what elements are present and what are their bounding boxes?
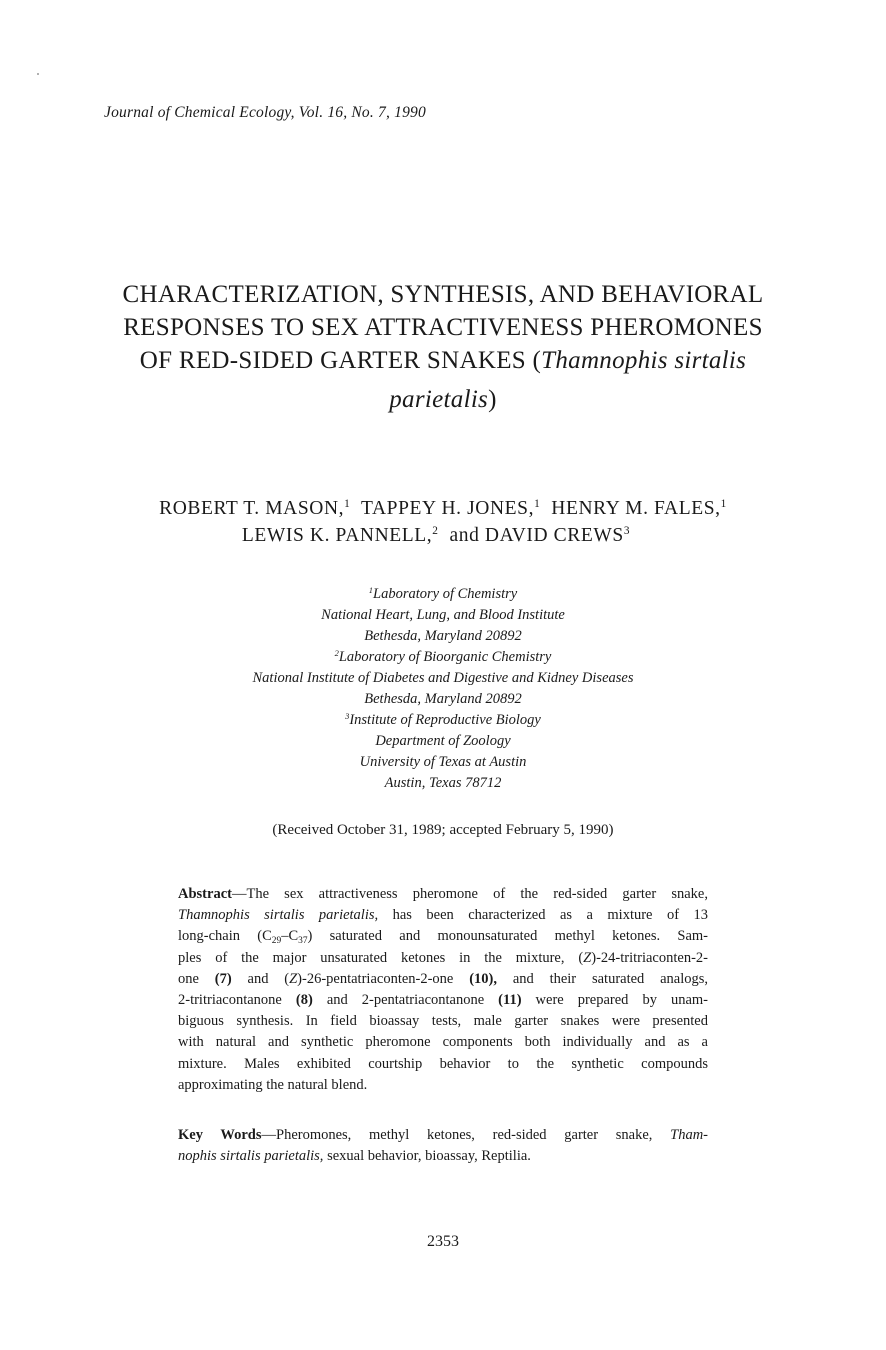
title-line-4 (60, 383, 826, 416)
affiliation-line: Bethesda, Maryland 20892 (364, 628, 522, 644)
title-line-2: RESPONSES TO SEX ATTRACTIVENESS PHEROMONES (123, 314, 763, 341)
scan-speck (37, 73, 39, 75)
authors-line-1 (60, 495, 826, 522)
title-line-1: CHARACTERIZATION, SYNTHESIS, AND BEHAVIORAL (122, 281, 764, 308)
affil-mark: 2 (334, 648, 339, 658)
author-list (60, 495, 826, 549)
received-dates: (Received October 31, 1989; accepted February 5, 1990) (272, 822, 614, 838)
author-name: LEWIS K. PANNELL, (241, 525, 433, 546)
abstract-label: Abstract (178, 886, 232, 902)
author-name: ROBERT T. MASON, (159, 498, 345, 519)
key-words (178, 1125, 708, 1167)
abstract-line: one (7) and (Z)-26-pentatriaconten-2-one (10), and their saturated analogs, (178, 970, 709, 987)
author-affil-mark: 1 (534, 498, 541, 511)
affiliation-line: National Institute of Diabetes and Digestive and Kidney Diseases (252, 670, 634, 686)
abstract-line: ples of the major unsaturated ketones in the mixture, (Z)-24-tritriaconten-2- (178, 949, 708, 966)
keywords-line: nophis sirtalis parietalis, sexual behavior, bioassay, Reptilia. (178, 1148, 531, 1165)
abstract-line: mixture. Males exhibited courtship behavior to the synthetic compounds (178, 1055, 708, 1072)
page-number: 2353 (427, 1233, 459, 1250)
abstract-line: with natural and synthetic pheromone components both individually and as a (178, 1034, 708, 1051)
title-close-paren: ) (488, 386, 497, 413)
title-line-3-plain: OF RED-SIDED GARTER SNAKES ( (139, 347, 542, 374)
affiliations (60, 584, 826, 794)
affiliation-line: University of Texas at Austin (359, 754, 527, 770)
author-affil-mark: 1 (720, 498, 727, 511)
author-name: and DAVID CREWS (449, 525, 624, 546)
abstract-line: 2-tritriacontanone (8) and 2-pentatriacontanone (11) were prepared by unam- (178, 992, 708, 1009)
abstract-line: Thamnophis sirtalis parietalis, has been characterized as a mixture of 13 (178, 907, 708, 924)
affiliation-line: National Heart, Lung, and Blood Institute (321, 607, 565, 623)
abstract-line: Abstract—The sex attractiveness pheromone of the red-sided garter snake, (178, 886, 708, 902)
affiliation-line: $^2$Laboratory of Bioorganic Chemistry (334, 648, 552, 665)
abstract (178, 884, 708, 1096)
title-subspecies-italic: parietalis (389, 386, 489, 413)
author-affil-mark: 1 (344, 498, 351, 511)
journal-citation: Journal of Chemical Ecology, Vol. 16, No. 7, 1990 (104, 104, 426, 121)
keywords-label: Key Words (178, 1127, 262, 1143)
authors-line-2 (60, 522, 826, 549)
paper-title (60, 278, 826, 416)
affiliation-line: Department of Zoology (375, 733, 511, 749)
affiliation-line: $^3$Institute of Reproductive Biology (345, 711, 541, 728)
affil-mark: 3 (345, 711, 350, 721)
abstract-line: long-chain $(C_{29}-C_{37})$ saturated and monounsaturated methyl ketones. Sam- (178, 928, 708, 947)
author-name: HENRY M. FALES, (551, 498, 721, 519)
affiliation-line: Bethesda, Maryland 20892 (364, 691, 522, 707)
keywords-line: Key Words—Pheromones, methyl ketones, red-sided garter snake, Tham- (178, 1127, 708, 1143)
author-name: TAPPEY H. JONES, (361, 498, 535, 519)
title-species-italic: Thamnophis sirtalis (541, 347, 747, 374)
abstract-line: approximating the natural blend. (178, 1076, 368, 1093)
author-affil-mark: 3 (623, 525, 631, 538)
affiliation-line: $^1$Laboratory of Chemistry (368, 585, 518, 602)
affil-mark: 1 (368, 585, 373, 595)
author-affil-mark: 2 (432, 525, 439, 538)
abstract-line: biguous synthesis. In field bioassay tests, male garter snakes were presented (178, 1013, 708, 1030)
affiliation-line: Austin, Texas 78712 (384, 775, 502, 791)
title-line-3 (60, 344, 826, 377)
